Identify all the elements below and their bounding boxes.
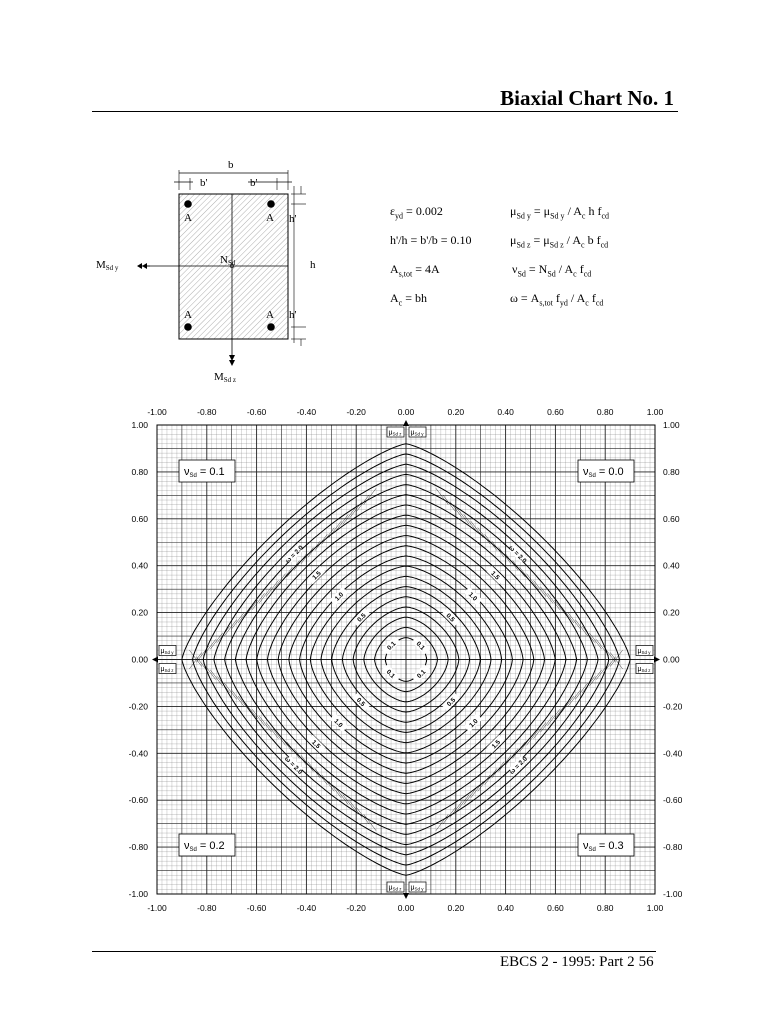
page-title: Biaxial Chart No. 1 [500, 86, 674, 110]
curve-label: 1.0 [333, 591, 346, 603]
curve-label: 0.1 [386, 640, 398, 652]
hatch-line [252, 593, 264, 609]
x-tick-label-bottom: -0.80 [197, 903, 217, 913]
x-tick-label-top: 0.40 [497, 407, 514, 417]
hatch-line [238, 607, 250, 623]
y-tick-label-right: -0.20 [663, 701, 683, 712]
y-tick-label-left: -0.80 [128, 842, 148, 853]
curve-label: 0.5 [445, 696, 458, 709]
bar-bottom-right [267, 323, 275, 331]
x-tick-label-bottom: 1.00 [646, 903, 664, 913]
curve-label: 0.1 [414, 640, 426, 652]
curve-label: 0.5 [356, 612, 368, 624]
curve-label: 1.5 [311, 570, 323, 582]
hatch-line [217, 676, 229, 692]
x-tick-label-bottom: -1.00 [147, 903, 167, 913]
hatch-line [238, 696, 250, 712]
y-tick-label-left: -0.20 [128, 701, 148, 712]
hatch-line [245, 600, 257, 616]
curve-label: 0.1 [384, 668, 397, 680]
hatch-line [547, 593, 559, 609]
formula-block [390, 204, 660, 314]
y-tick-label-left: 0.40 [131, 560, 148, 571]
moment-z-label: MSd z [214, 371, 237, 384]
x-tick-label-top: -0.80 [197, 407, 217, 417]
x-tick-label-bottom: -0.20 [346, 903, 366, 913]
tag-left-top: μSd y [160, 648, 174, 655]
bar-label-tl: A [184, 212, 192, 224]
bar-label-tr: A [266, 212, 274, 224]
dim-label-h-prime-bottom: h' [289, 309, 297, 321]
y-tick-label-right: 0.00 [663, 654, 680, 665]
major-grid [157, 425, 655, 894]
y-tick-label-right: -0.40 [663, 748, 683, 759]
hatch-line [554, 600, 566, 616]
x-tick-label-top: 0.00 [397, 407, 415, 417]
tag-right-bottom: μSd z [637, 666, 651, 673]
x-tick-label-top: 1.00 [646, 407, 664, 417]
curve-label: ω = 2.0 [507, 544, 528, 565]
bar-label-bl: A [184, 309, 192, 321]
dim-label-h: h [310, 259, 316, 271]
y-tick-label-left: -0.40 [128, 748, 148, 759]
y-tick-label-left: 0.20 [131, 607, 148, 618]
y-tick-label-right: 0.20 [663, 607, 680, 618]
hatch-line [554, 703, 566, 719]
dim-label-b-prime-right: b' [250, 177, 258, 189]
page-number: 56 [638, 954, 654, 970]
axial-force-label: NSd [220, 254, 236, 267]
hatch-line [582, 626, 594, 642]
tag-bottom-left: μSd z [388, 884, 402, 892]
hatch-line [252, 709, 264, 725]
x-tick-label-top: -0.60 [246, 407, 267, 417]
curve-label: 1.0 [466, 591, 479, 603]
x-tick-label-top: -0.20 [346, 407, 366, 417]
x-tick-label-bottom: 0.00 [397, 903, 415, 913]
tag-right-top: μSd y [637, 648, 651, 655]
x-tick-label-top: 0.20 [447, 407, 465, 417]
formula-mu-y: $\mu_{Sd y} = \mu_{Sd y} / A_c$ h $f_{cd}$ [510, 204, 610, 221]
hatch-line [492, 541, 504, 557]
x-tick-label-top: -0.40 [296, 407, 317, 417]
dim-label-b: b [228, 159, 234, 171]
quadrant-label: νSd = 0.1 [184, 466, 225, 479]
curve-label: 1.5 [490, 738, 503, 751]
tag-bottom-right: μSd y [410, 884, 424, 892]
top-rule [92, 111, 678, 112]
curve-label: 1.0 [332, 717, 344, 730]
hatch-line [492, 762, 504, 778]
hatch-line [443, 495, 455, 511]
formula-ac: $A_c$ = bh [390, 291, 428, 308]
hatch-line [582, 676, 594, 692]
hatch-line [443, 808, 455, 824]
formula-nu: $\nu_{Sd} = N_{Sd} / A_c$ $f_{cd}$ [512, 262, 592, 279]
bar-bottom-left [184, 323, 192, 331]
y-tick-label-right: 0.60 [663, 513, 680, 524]
hatch-line [547, 709, 559, 725]
hatch-line [357, 808, 369, 824]
x-tick-label-top: -1.00 [147, 407, 167, 417]
curve-label: 0.5 [444, 612, 456, 624]
x-tick-label-bottom: 0.60 [547, 903, 564, 913]
bottom-rule [92, 951, 656, 952]
y-tick-label-left: -0.60 [128, 795, 148, 806]
curve-label: ω = 2.0 [283, 755, 304, 776]
y-tick-label-left: 1.00 [131, 420, 148, 430]
dim-label-h-prime-top: h' [289, 213, 297, 225]
formula-as-tot: $A_{s,tot} = 4A$ [390, 262, 440, 279]
tag-left-bottom: μSd z [160, 666, 174, 673]
formula-mu-z: $\mu_{Sd z} = \mu_{Sd z} / A_c$ b $f_{cd}$ [510, 233, 609, 250]
biaxial-interaction-chart [0, 400, 768, 920]
y-tick-label-right: 0.40 [663, 560, 680, 571]
moment-y-label: MSd y [96, 259, 119, 272]
hatch-line [561, 607, 573, 623]
y-tick-label-left: -1.00 [128, 889, 148, 899]
curve-label: 1.5 [489, 570, 501, 582]
y-tick-label-left: 0.00 [131, 654, 148, 665]
y-tick-label-left: 0.80 [131, 466, 148, 477]
bar-top-right [267, 200, 275, 208]
formula-eps: $\varepsilon_{yd} = 0.002$ [390, 204, 443, 221]
bar-label-br: A [266, 309, 274, 321]
y-tick-label-right: 1.00 [663, 420, 680, 430]
y-tick-label-left: 0.60 [131, 513, 148, 524]
bar-top-left [184, 200, 192, 208]
footer-text: EBCS 2 - 1995: Part 2 [500, 954, 635, 970]
formula-ratio: h'/h = b'/b = 0.10 [390, 233, 472, 247]
curve-label: 1.0 [468, 717, 480, 730]
curve-label: 0.1 [415, 668, 428, 680]
hatch-line [217, 626, 229, 642]
curve-label: 0.5 [354, 696, 367, 709]
footer [500, 954, 654, 971]
hatch-line [308, 762, 320, 778]
x-tick-label-top: 0.80 [596, 407, 614, 417]
formula-omega: $\omega = A_{s,tot}$ $f_{yd} / A_c$ $f_{cd}$ [510, 291, 604, 308]
x-tick-label-bottom: -0.40 [296, 903, 317, 913]
curve-label: 1.5 [309, 738, 322, 751]
hatch-line [308, 541, 320, 557]
x-tick-label-bottom: 0.20 [447, 903, 465, 913]
quadrant-label: νSd = 0.3 [583, 840, 624, 853]
hatch-line [357, 495, 369, 511]
curve-label: ω = 2.0 [508, 755, 529, 776]
quadrant-label: νSd = 0.2 [184, 840, 225, 853]
x-tick-label-bottom: 0.80 [596, 903, 614, 913]
y-tick-label-right: -0.60 [663, 795, 683, 806]
y-tick-label-right: 0.80 [663, 466, 680, 477]
dim-label-b-prime-left: b' [200, 177, 208, 189]
x-tick-label-bottom: 0.40 [497, 903, 514, 913]
tag-top-right: μSd y [410, 429, 424, 437]
quadrant-label: νSd = 0.0 [583, 466, 624, 479]
y-tick-label-right: -1.00 [663, 889, 683, 899]
y-tick-label-right: -0.80 [663, 842, 683, 853]
x-tick-label-bottom: -0.60 [246, 903, 267, 913]
hatch-line [561, 696, 573, 712]
tag-top-left: μSd z [388, 429, 402, 437]
x-tick-label-top: 0.60 [547, 407, 564, 417]
cross-section-diagram [80, 150, 340, 390]
hatch-line [245, 703, 257, 719]
curve-label: ω = 2.0 [284, 544, 305, 565]
